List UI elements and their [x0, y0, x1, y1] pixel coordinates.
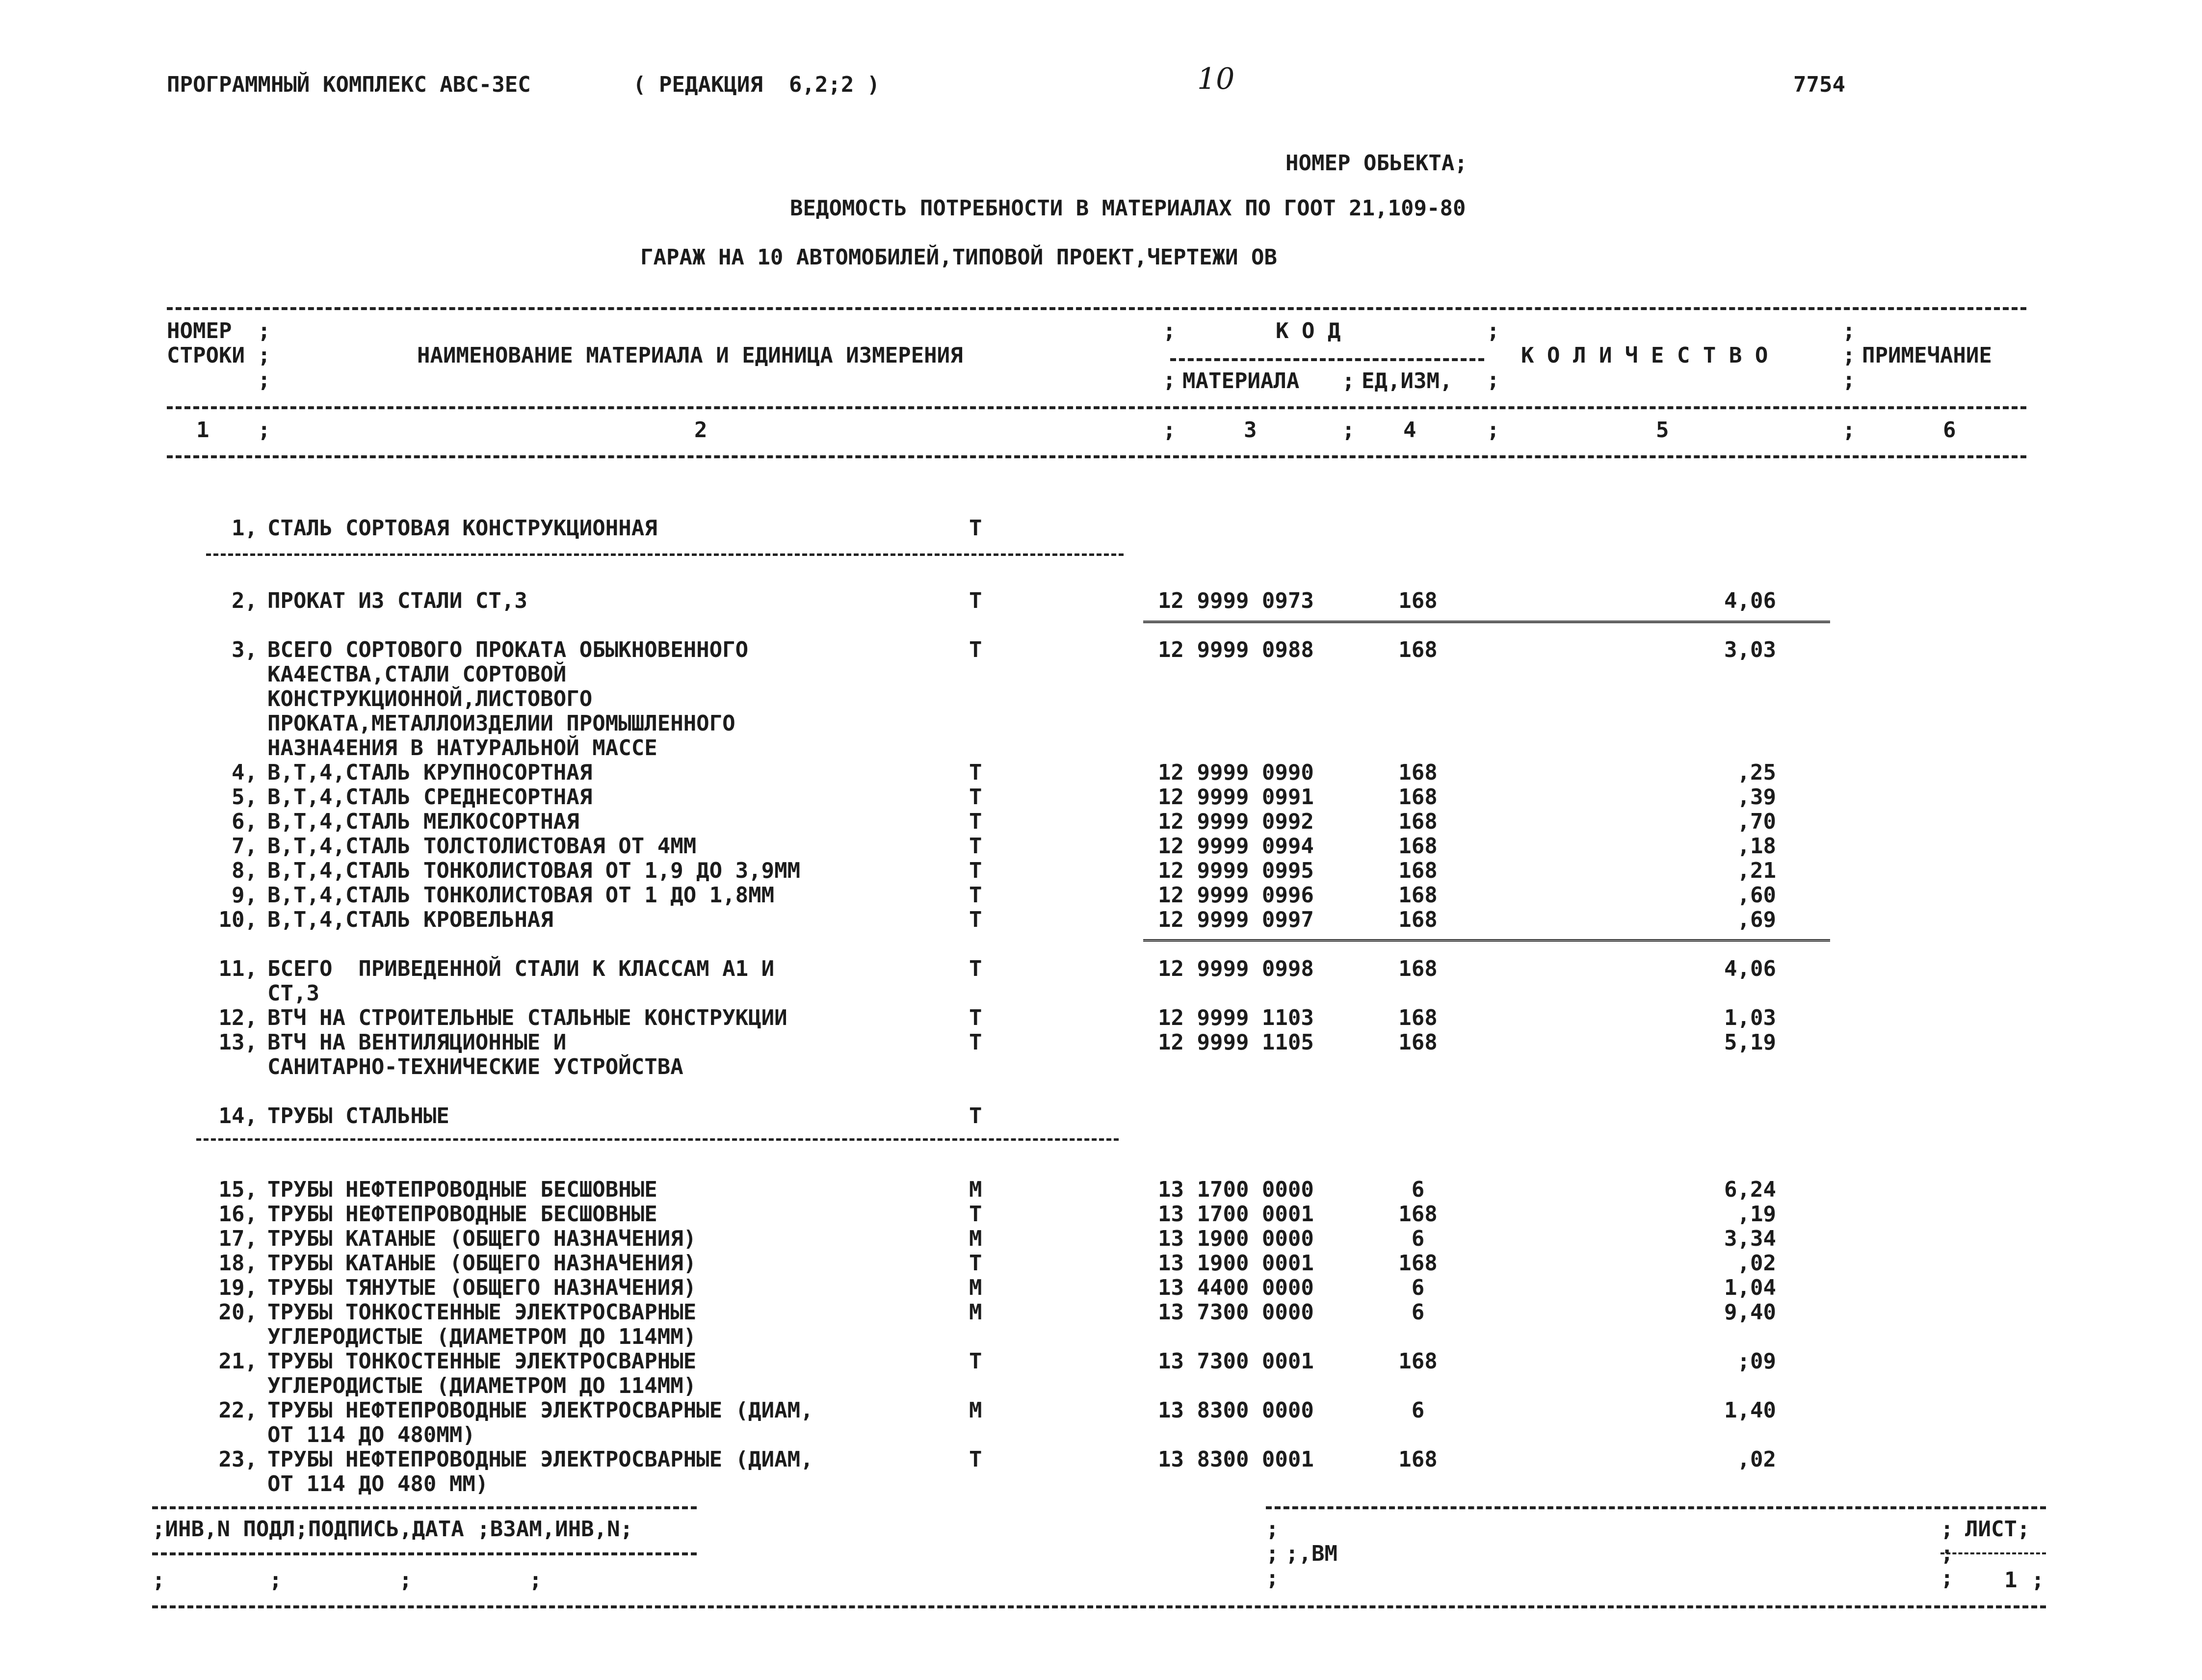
row-number: 4, [232, 760, 258, 785]
unit-letter: Т [969, 858, 982, 883]
footer-rule [152, 1605, 2046, 1608]
material-name-line: В,Т,4,СТАЛЬ ТОЛСТОЛИСТОВАЯ ОТ 4ММ [267, 834, 697, 859]
material-name-line: ВСЕГО СОРТОВОГО ПРОКАТА ОБЫКНОВЕННОГО [267, 637, 749, 662]
material-name-line: В,Т,4,СТАЛЬ КРОВЕЛЬНАЯ [267, 907, 553, 932]
col-number-separators: ; [1163, 418, 1176, 443]
col-number-3: 3 [1244, 418, 1257, 443]
quantity-value: ,60 [1737, 883, 1776, 908]
unit-code: 168 [1398, 956, 1438, 981]
col-number-separators: ; [1842, 418, 1856, 443]
unit-code: 168 [1398, 785, 1438, 810]
col-quantity-label: К О Л И Ч Е С Т В О [1521, 343, 1768, 368]
footer-sheet-separators: ; [2031, 1568, 2045, 1593]
material-name-line: ТРУБЫ НЕФТЕПРОВОДНЫЕ ЭЛЕКТРОСВАРНЫЕ (ДИАМ, [267, 1398, 813, 1423]
material-name-line: ТРУБЫ НЕФТЕПРОВОДНЫЕ ЭЛЕКТРОСВАРНЫЕ (ДИАМ, [267, 1447, 813, 1472]
col-number-1: 1 [196, 418, 210, 443]
row-number: 22, [218, 1398, 258, 1423]
footer-sheet-separators: ; ; ; [1940, 1517, 1954, 1591]
unit-letter: Т [969, 1030, 982, 1055]
row-number: 18, [218, 1251, 258, 1276]
col-name-label: НАИМЕНОВАНИЕ МАТЕРИАЛА И ЕДИНИЦА ИЗМЕРЕНИЯ [417, 343, 963, 368]
header-bottom-rule [167, 455, 2026, 458]
unit-letter: Т [969, 516, 982, 541]
col-unit-code-label: ЕД,ИЗМ, [1362, 368, 1453, 394]
unit-code: 168 [1398, 809, 1438, 834]
row-number: 6, [232, 809, 258, 834]
material-code: 12 9999 0994 [1158, 834, 1314, 859]
material-name-line: ТРУБЫ СТАЛЬНЫЕ [267, 1103, 449, 1129]
row-number: 19, [218, 1275, 258, 1300]
row-number: 7, [232, 834, 258, 859]
material-name-line: НАЗНА4ЕНИЯ В НАТУРАЛЬНОЙ МАССЕ [267, 735, 657, 761]
unit-letter: М [969, 1226, 982, 1251]
unit-letter: М [969, 1275, 982, 1300]
unit-code: 6 [1411, 1177, 1425, 1202]
unit-code: 168 [1398, 1447, 1438, 1472]
quantity-value: ,02 [1737, 1251, 1776, 1276]
col-row-number-label-2: СТРОКИ [167, 343, 245, 368]
quantity-value: 3,34 [1724, 1226, 1776, 1251]
row-number: 10, [218, 907, 258, 932]
material-name-line: ТРУБЫ ТОНКОСТЕННЫЕ ЭЛЕКТРОСВАРНЫЕ [267, 1300, 697, 1325]
quantity-value: ,21 [1737, 858, 1776, 883]
unit-letter: М [969, 1177, 982, 1202]
unit-code: 168 [1398, 858, 1438, 883]
unit-letter: М [969, 1300, 982, 1325]
material-name-line: СТ,3 [267, 981, 319, 1006]
material-code: 12 9999 0992 [1158, 809, 1314, 834]
unit-letter: Т [969, 1447, 982, 1472]
material-code: 13 1700 0000 [1158, 1177, 1314, 1202]
unit-code: 168 [1398, 1349, 1438, 1374]
material-code: 12 9999 1103 [1158, 1005, 1314, 1030]
row-number: 14, [218, 1103, 258, 1129]
footer-mark: ;,ВМ [1285, 1541, 1337, 1566]
unit-code: 168 [1398, 883, 1438, 908]
unit-code: 168 [1398, 760, 1438, 785]
row-number: 23, [218, 1447, 258, 1472]
unit-code: 6 [1411, 1300, 1425, 1325]
section-rule [206, 553, 1124, 556]
unit-letter: Т [969, 883, 982, 908]
col-number-5: 5 [1656, 418, 1669, 443]
header-top-rule [167, 307, 2026, 310]
material-code: 12 9999 0998 [1158, 956, 1314, 981]
col-code-label: К О Д [1276, 318, 1341, 343]
unit-code: 168 [1398, 907, 1438, 932]
quantity-value: ,39 [1737, 785, 1776, 810]
footer-rule [1266, 1506, 2046, 1509]
col-note-label: ПРИМЕЧАНИЕ [1862, 343, 1992, 368]
row-number: 9, [232, 883, 258, 908]
material-name-line: БСЕГО ПРИВЕДЕННОЙ СТАЛИ К КЛАССАМ А1 И [267, 956, 775, 981]
unit-code: 168 [1398, 834, 1438, 859]
quantity-value: 4,06 [1724, 588, 1776, 613]
material-name-line: ТРУБЫ НЕФТЕПРОВОДНЫЕ БЕСШОВНЫЕ [267, 1202, 657, 1227]
unit-code: 168 [1398, 1202, 1438, 1227]
header-separators: ; ; ; [258, 318, 271, 393]
unit-letter: Т [969, 760, 982, 785]
material-code: 12 9999 0988 [1158, 637, 1314, 662]
unit-letter: Т [969, 1202, 982, 1227]
material-name-line: В,Т,4,СТАЛЬ КРУПНОСОРТНАЯ [267, 760, 593, 785]
unit-letter: Т [969, 785, 982, 810]
unit-letter: Т [969, 1251, 982, 1276]
quantity-value: ,25 [1737, 760, 1776, 785]
material-name-line: СТАЛЬ СОРТОВАЯ КОНСТРУКЦИОННАЯ [267, 516, 657, 541]
header-separators: ; ; [1163, 318, 1176, 393]
total-rule [1143, 621, 1830, 626]
unit-letter: Т [969, 907, 982, 932]
document-title: ВЕДОМОСТЬ ПОТРЕБНОСТИ В МАТЕРИАЛАХ ПО ГООТ 21,109-80 [790, 196, 1466, 221]
material-code: 12 9999 0990 [1158, 760, 1314, 785]
unit-letter: Т [969, 956, 982, 981]
material-code: 13 8300 0000 [1158, 1398, 1314, 1423]
unit-letter: Т [969, 809, 982, 834]
unit-letter: Т [969, 637, 982, 662]
material-name-line: ВТЧ НА СТРОИТЕЛЬНЫЕ СТАЛЬНЫЕ КОНСТРУКЦИИ [267, 1005, 787, 1030]
material-code: 12 9999 0996 [1158, 883, 1314, 908]
material-code: 13 7300 0000 [1158, 1300, 1314, 1325]
unit-letter: Т [969, 1103, 982, 1129]
header-separators: ; ; [1487, 318, 1500, 393]
material-name-line: ОТ 114 ДО 480ММ) [267, 1422, 475, 1447]
header-mid-rule [167, 406, 2026, 409]
col-number-6: 6 [1943, 418, 1956, 443]
unit-code: 168 [1398, 1005, 1438, 1030]
doc-number: 7754 [1793, 72, 1845, 97]
material-name-line: ТРУБЫ КАТАНЫЕ (ОБЩЕГО НАЗНАЧЕНИЯ) [267, 1251, 697, 1276]
quantity-value: 1,04 [1724, 1275, 1776, 1300]
quantity-value: ,02 [1737, 1447, 1776, 1472]
row-number: 20, [218, 1300, 258, 1325]
material-name-line: В,Т,4,СТАЛЬ СРЕДНЕСОРТНАЯ [267, 785, 593, 810]
quantity-value: 1,03 [1724, 1005, 1776, 1030]
row-number: 17, [218, 1226, 258, 1251]
col-number-separators: ; [258, 418, 271, 443]
material-code: 13 1900 0001 [1158, 1251, 1314, 1276]
unit-letter: Т [969, 1349, 982, 1374]
material-name-line: УГЛЕРОДИСТЫЕ (ДИАМЕТРОМ ДО 114ММ) [267, 1373, 697, 1398]
footer-rule [1940, 1552, 2046, 1554]
row-number: 11, [218, 956, 258, 981]
row-number: 8, [232, 858, 258, 883]
row-number: 5, [232, 785, 258, 810]
quantity-value: ,69 [1737, 907, 1776, 932]
row-number: 16, [218, 1202, 258, 1227]
quantity-value: ;09 [1737, 1349, 1776, 1374]
unit-code: 6 [1411, 1275, 1425, 1300]
quantity-value: 9,40 [1724, 1300, 1776, 1325]
row-number: 13, [218, 1030, 258, 1055]
material-code: 12 9999 0973 [1158, 588, 1314, 613]
unit-code: 6 [1411, 1398, 1425, 1423]
material-name-line: КОНСТРУКЦИОННОЙ,ЛИСТОВОГО [267, 686, 593, 711]
material-code: 12 9999 1105 [1158, 1030, 1314, 1055]
material-code: 13 8300 0001 [1158, 1447, 1314, 1472]
sheet-number: 1 [2004, 1568, 2018, 1593]
quantity-value: ,19 [1737, 1202, 1776, 1227]
program-name: ПРОГРАММНЫЙ КОМПЛЕКС АВС-3ЕС [167, 72, 531, 97]
quantity-value: 6,24 [1724, 1177, 1776, 1202]
unit-code: 168 [1398, 1251, 1438, 1276]
edition-label: ( РЕДАКЦИЯ 6,2;2 ) [633, 72, 880, 97]
unit-code: 168 [1398, 588, 1438, 613]
row-number: 1, [232, 516, 258, 541]
document-subtitle: ГАРАЖ НА 10 АВТОМОБИЛЕЙ,ТИПОВОЙ ПРОЕКТ,ЧЕРТЕЖИ ОВ [640, 245, 1278, 270]
material-code: 13 1700 0001 [1158, 1202, 1314, 1227]
object-number-label: НОМЕР ОБЬЕКТА; [1285, 151, 1468, 176]
footer-stamp-separators: ; ; ; ; [152, 1568, 542, 1593]
section-rule [196, 1138, 1119, 1141]
material-name-line: В,Т,4,СТАЛЬ МЕЛКОСОРТНАЯ [267, 809, 579, 834]
material-code: 12 9999 0995 [1158, 858, 1314, 883]
col-number-4: 4 [1403, 418, 1416, 443]
material-name-line: ТРУБЫ ТОНКОСТЕННЫЕ ЭЛЕКТРОСВАРНЫЕ [267, 1349, 697, 1374]
material-name-line: В,Т,4,СТАЛЬ ТОНКОЛИСТОВАЯ ОТ 1,9 ДО 3,9ММ [267, 858, 801, 883]
footer-mid-separators: ; ; ; [1266, 1517, 1279, 1591]
handwritten-page-number: 10 [1197, 62, 1235, 96]
quantity-value: ,70 [1737, 809, 1776, 834]
row-number: 12, [218, 1005, 258, 1030]
quantity-value: 5,19 [1724, 1030, 1776, 1055]
footer-stamp-labels: ;ИНВ,N ПОДЛ;ПОДПИСЬ,ДАТА ;ВЗАМ,ИНВ,N; [152, 1517, 633, 1542]
unit-letter: Т [969, 1005, 982, 1030]
material-code: 13 7300 0001 [1158, 1349, 1314, 1374]
material-name-line: ВТЧ НА ВЕНТИЛЯЦИОННЫЕ И [267, 1030, 567, 1055]
code-split-rule [1170, 358, 1484, 361]
material-name-line: ТРУБЫ ТЯНУТЫЕ (ОБЩЕГО НАЗНАЧЕНИЯ) [267, 1275, 697, 1300]
header-separators: ; [1342, 368, 1355, 394]
col-number-separators: ; [1487, 418, 1500, 443]
col-material-code-label: МАТЕРИАЛА [1182, 368, 1300, 394]
material-name-line: ПРОКАТ ИЗ СТАЛИ СТ,3 [267, 588, 527, 613]
material-code: 13 1900 0000 [1158, 1226, 1314, 1251]
quantity-value: 1,40 [1724, 1398, 1776, 1423]
row-number: 3, [232, 637, 258, 662]
total-rule [1143, 939, 1830, 945]
quantity-value: 3,03 [1724, 637, 1776, 662]
material-name-line: ОТ 114 ДО 480 ММ) [267, 1471, 489, 1496]
unit-code: 168 [1398, 637, 1438, 662]
col-row-number-label-1: НОМЕР [167, 318, 232, 343]
quantity-value: 4,06 [1724, 956, 1776, 981]
material-name-line: В,Т,4,СТАЛЬ ТОНКОЛИСТОВАЯ ОТ 1 ДО 1,8ММ [267, 883, 775, 908]
unit-letter: М [969, 1398, 982, 1423]
header-separators: ; ; ; [1842, 318, 1856, 393]
row-number: 2, [232, 588, 258, 613]
quantity-value: ,18 [1737, 834, 1776, 859]
unit-code: 6 [1411, 1226, 1425, 1251]
material-name-line: САНИТАРНО-ТЕХНИЧЕСКИЕ УСТРОЙСТВА [267, 1054, 683, 1079]
material-name-line: КА4ЕСТВА,СТАЛИ СОРТОВОЙ [267, 662, 567, 687]
material-code: 12 9999 0997 [1158, 907, 1314, 932]
unit-code: 168 [1398, 1030, 1438, 1055]
material-code: 13 4400 0000 [1158, 1275, 1314, 1300]
row-number: 21, [218, 1349, 258, 1374]
sheet-label: ЛИСТ; [1965, 1517, 2030, 1542]
col-number-separators: ; [1342, 418, 1355, 443]
material-name-line: ТРУБЫ НЕФТЕПРОВОДНЫЕ БЕСШОВНЫЕ [267, 1177, 657, 1202]
unit-letter: Т [969, 834, 982, 859]
material-name-line: ТРУБЫ КАТАНЫЕ (ОБЩЕГО НАЗНАЧЕНИЯ) [267, 1226, 697, 1251]
material-code: 12 9999 0991 [1158, 785, 1314, 810]
footer-rule [152, 1506, 697, 1509]
material-name-line: ПРОКАТА,МЕТАЛЛОИЗДЕЛИИ ПРОМЫШЛЕННОГО [267, 711, 735, 736]
row-number: 15, [218, 1177, 258, 1202]
col-number-2: 2 [694, 418, 708, 443]
footer-rule [152, 1552, 697, 1555]
material-name-line: УГЛЕРОДИСТЫЕ (ДИАМЕТРОМ ДО 114ММ) [267, 1324, 697, 1349]
unit-letter: Т [969, 588, 982, 613]
